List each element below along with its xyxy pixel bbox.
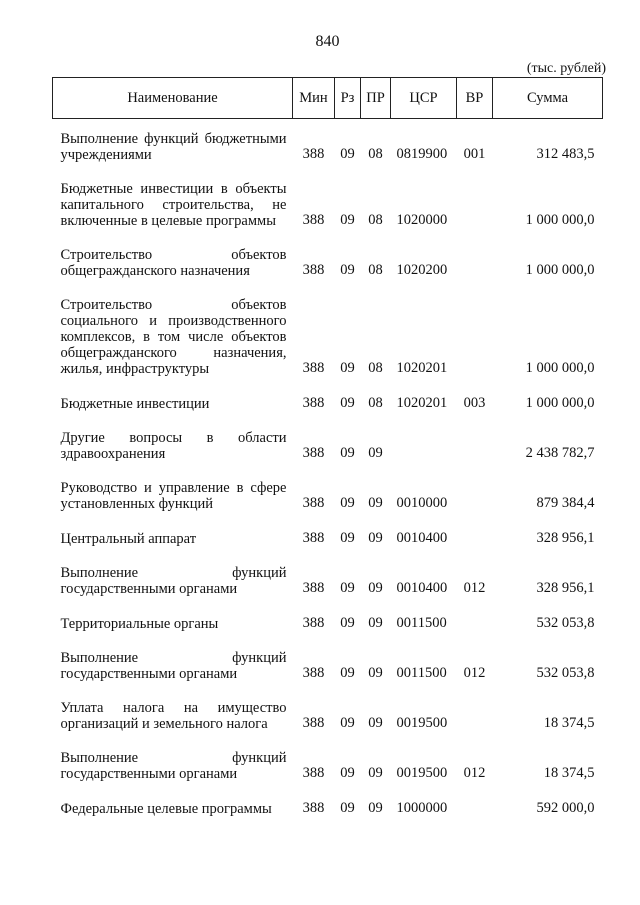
- row-pr: 09: [368, 445, 383, 461]
- row-gap: [53, 547, 603, 565]
- row-sum: 2 438 782,7: [525, 445, 595, 461]
- row-vr: 012: [463, 580, 486, 596]
- table-row: [53, 480, 603, 512]
- table-row: [53, 565, 603, 597]
- row-min: 388: [302, 360, 325, 376]
- row-csr: 0010400: [396, 580, 448, 596]
- row-name: Руководство и управление в сфере установленных функций: [60, 480, 287, 512]
- row-gap: [53, 632, 603, 650]
- row-pr: 09: [368, 715, 383, 731]
- row-name: Территориальные органы: [60, 616, 219, 632]
- row-min: 388: [302, 262, 325, 278]
- row-rz: 09: [340, 800, 355, 816]
- row-pr: 08: [368, 262, 383, 278]
- table-row: [53, 700, 603, 732]
- row-min: 388: [302, 395, 325, 411]
- row-min: 388: [302, 615, 325, 631]
- row-sum: 879 384,4: [536, 495, 595, 511]
- row-sum: 1 000 000,0: [525, 212, 595, 228]
- row-min: 388: [302, 800, 325, 816]
- row-rz: 09: [340, 495, 355, 511]
- row-name: Строительство объектов социального и производственного комплексов, в том числе объектов общегражданского назначения, жилья, инфраструктуры: [60, 297, 287, 377]
- row-gap-cell: [53, 682, 603, 700]
- col-header-rz: Рз: [335, 78, 361, 119]
- row-vr: [457, 530, 493, 547]
- row-pr: 09: [368, 615, 383, 631]
- row-pr: 09: [368, 580, 383, 596]
- units-label: (тыс. рублей): [526, 61, 606, 76]
- row-csr: 1020200: [396, 262, 448, 278]
- row-gap-cell: [53, 377, 603, 395]
- row-vr: 012: [463, 665, 486, 681]
- row-gap: [53, 512, 603, 530]
- row-min: 388: [302, 665, 325, 681]
- row-pr: 08: [368, 212, 383, 228]
- row-pr: 09: [368, 530, 383, 546]
- row-min: 388: [302, 715, 325, 731]
- table-row: [53, 297, 603, 377]
- row-min: 388: [302, 765, 325, 781]
- row-rz: 09: [340, 665, 355, 681]
- row-csr: 1020201: [396, 395, 448, 411]
- row-sum: 1 000 000,0: [525, 395, 595, 411]
- row-gap-cell: [53, 632, 603, 650]
- row-sum: 18 374,5: [543, 715, 595, 731]
- table-body: [53, 119, 603, 818]
- row-name: Другие вопросы в области здравоохранения: [60, 430, 287, 462]
- row-rz: 09: [340, 212, 355, 228]
- row-sum: 1 000 000,0: [525, 360, 595, 376]
- row-csr: 0011500: [396, 665, 447, 681]
- row-gap: [53, 412, 603, 430]
- row-rz: 09: [340, 615, 355, 631]
- row-sum: 532 053,8: [536, 615, 595, 631]
- row-rz: 09: [340, 360, 355, 376]
- row-vr: [457, 800, 493, 817]
- row-csr: 0019500: [396, 715, 448, 731]
- row-gap: [53, 682, 603, 700]
- row-vr: 001: [463, 146, 486, 162]
- row-name: Выполнение функций государственными органами: [60, 650, 287, 682]
- row-rz: 09: [340, 395, 355, 411]
- row-pr: 08: [368, 146, 383, 162]
- row-pr: 09: [368, 495, 383, 511]
- row-name: Выполнение функций государственными органами: [60, 750, 287, 782]
- row-pr: 08: [368, 360, 383, 376]
- row-rz: 09: [340, 445, 355, 461]
- row-rz: 09: [340, 530, 355, 546]
- row-pr: 08: [368, 395, 383, 411]
- row-min: 388: [302, 580, 325, 596]
- row-vr: [457, 700, 493, 732]
- row-vr: 003: [463, 395, 486, 411]
- row-rz: 09: [340, 262, 355, 278]
- row-gap: [53, 597, 603, 615]
- row-gap-cell: [53, 597, 603, 615]
- row-gap-cell: [53, 547, 603, 565]
- row-min: 388: [302, 495, 325, 511]
- row-name: Бюджетные инвестиции: [60, 396, 210, 412]
- row-rz: 09: [340, 715, 355, 731]
- row-vr: [457, 480, 493, 512]
- row-pr: 09: [368, 665, 383, 681]
- row-name: Строительство объектов общегражданского назначения: [60, 247, 287, 279]
- row-name: Федеральные целевые программы: [60, 801, 272, 817]
- row-gap: [53, 782, 603, 800]
- row-csr: 0819900: [396, 146, 448, 162]
- row-gap-cell: [53, 782, 603, 800]
- table-row: [53, 395, 603, 412]
- row-csr: 0019500: [396, 765, 448, 781]
- row-sum: 1 000 000,0: [525, 262, 595, 278]
- row-csr: 0010000: [396, 495, 448, 511]
- col-header-min: Мин: [293, 78, 335, 119]
- row-gap: [53, 462, 603, 480]
- row-name: Бюджетные инвестиции в объекты капитального строительства, не включенные в целевые программы: [60, 181, 287, 229]
- row-vr: [457, 181, 493, 229]
- row-gap-cell: [53, 462, 603, 480]
- table-row: [53, 530, 603, 547]
- row-gap-cell: [53, 732, 603, 750]
- table-row: [53, 430, 603, 462]
- row-csr: [391, 430, 457, 462]
- row-csr: 0010400: [396, 530, 448, 546]
- row-name: Выполнение функций бюджетными учреждениями: [60, 131, 287, 163]
- table-row: [53, 800, 603, 817]
- row-name: Уплата налога на имущество организаций и земельного налога: [60, 700, 287, 732]
- row-gap-cell: [53, 512, 603, 530]
- row-rz: 09: [340, 580, 355, 596]
- row-gap: [53, 279, 603, 297]
- row-csr: 0011500: [396, 615, 447, 631]
- col-header-csr: ЦСР: [391, 78, 457, 119]
- row-rz: 09: [340, 765, 355, 781]
- row-name: Центральный аппарат: [60, 531, 197, 547]
- row-gap-cell: [53, 412, 603, 430]
- row-sum: 312 483,5: [536, 146, 595, 162]
- table-row: [53, 119, 603, 164]
- table-header: [53, 78, 603, 119]
- row-csr: 1020000: [396, 212, 448, 228]
- col-header-name: Наименование: [53, 78, 293, 119]
- row-sum: 592 000,0: [536, 800, 595, 816]
- table-row: [53, 650, 603, 682]
- row-csr: 1020201: [396, 360, 448, 376]
- col-header-pr: ПР: [361, 78, 391, 119]
- row-sum: 18 374,5: [543, 765, 595, 781]
- col-header-sum: Сумма: [493, 78, 603, 119]
- row-vr: [457, 430, 493, 462]
- row-gap: [53, 163, 603, 181]
- row-gap: [53, 229, 603, 247]
- row-min: 388: [302, 212, 325, 228]
- row-name: Выполнение функций государственными органами: [60, 565, 287, 597]
- row-gap-cell: [53, 229, 603, 247]
- row-gap-cell: [53, 163, 603, 181]
- page-number: 840: [315, 33, 340, 50]
- row-sum: 328 956,1: [536, 530, 595, 546]
- row-min: 388: [302, 445, 325, 461]
- row-min: 388: [302, 146, 325, 162]
- row-sum: 328 956,1: [536, 580, 595, 596]
- row-sum: 532 053,8: [536, 665, 595, 681]
- row-gap-cell: [53, 279, 603, 297]
- row-vr: [457, 615, 493, 632]
- table-row: [53, 615, 603, 632]
- row-gap: [53, 377, 603, 395]
- table-row: [53, 750, 603, 782]
- row-vr: [457, 247, 493, 279]
- row-min: 388: [302, 530, 325, 546]
- row-pr: 09: [368, 765, 383, 781]
- row-csr: 1000000: [396, 800, 448, 816]
- col-header-vr: ВР: [457, 78, 493, 119]
- row-gap: [53, 732, 603, 750]
- row-vr: 012: [463, 765, 486, 781]
- budget-table: [52, 77, 603, 817]
- table-row: [53, 247, 603, 279]
- table-row: [53, 181, 603, 229]
- row-pr: 09: [368, 800, 383, 816]
- row-rz: 09: [340, 146, 355, 162]
- row-vr: [457, 297, 493, 377]
